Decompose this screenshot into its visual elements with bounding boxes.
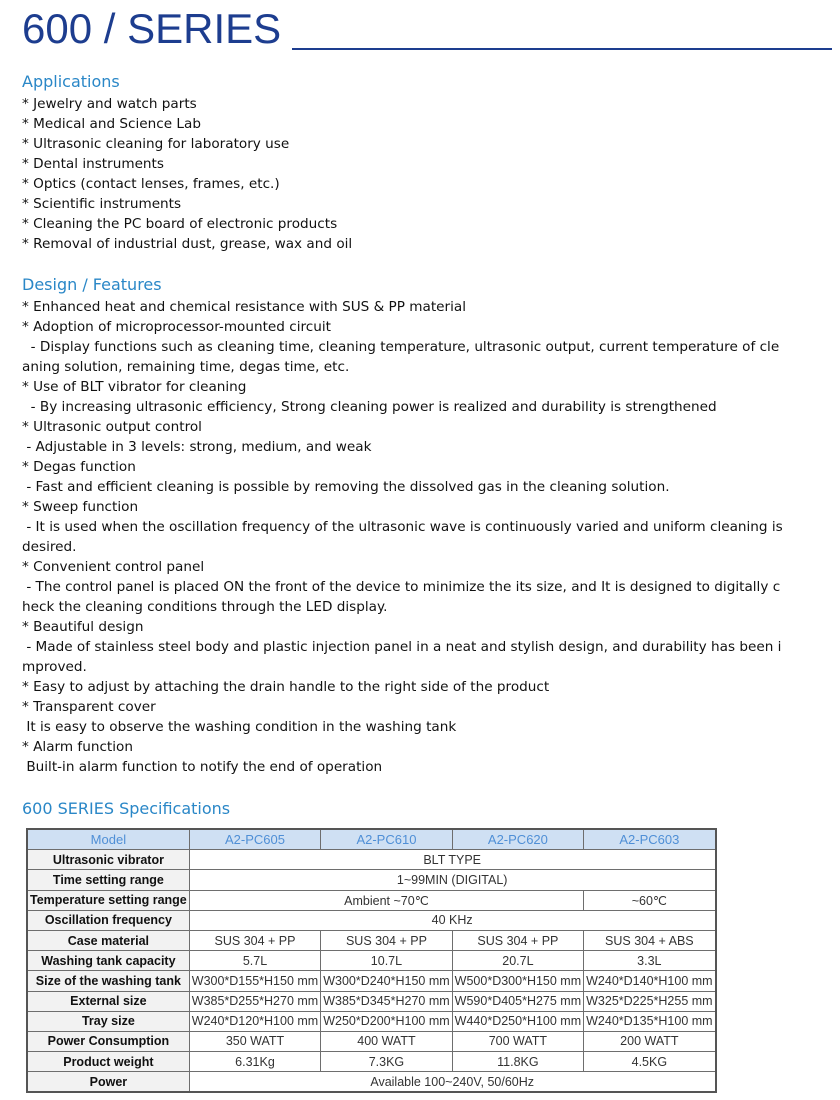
list-item: - Fast and efficient cleaning is possible by removing the dissolved gas in the cleaning solution. <box>22 479 670 495</box>
list-item: * Degas function <box>22 459 136 475</box>
table-cell: W300*D155*H150 mm <box>189 971 320 991</box>
table-cell: W440*D250*H100 mm <box>452 1011 583 1031</box>
list-item: * Use of BLT vibrator for cleaning <box>22 379 247 395</box>
applications-list <box>22 94 822 254</box>
list-item: * Convenient control panel <box>22 559 205 575</box>
table-row <box>27 870 716 890</box>
table-row <box>27 850 716 870</box>
list-item: * Easy to adjust by attaching the drain handle to the right side of the product <box>22 679 550 695</box>
row-label: Case material <box>27 930 189 950</box>
list-item: heck the cleaning conditions through the LED display. <box>22 599 388 615</box>
title-underline <box>292 48 832 50</box>
row-label: Temperature setting range <box>27 890 189 910</box>
list-item: * Beautiful design <box>22 619 144 635</box>
row-label: Power <box>27 1072 189 1093</box>
list-item: - The control panel is placed ON the front of the device to minimize the its size, and It is designed to digitally c <box>22 579 781 595</box>
specifications-table <box>26 828 717 1093</box>
table-cell: SUS 304 + PP <box>321 930 452 950</box>
list-item: - By increasing ultrasonic efficiency, Strong cleaning power is realized and durability is strengthened <box>22 399 717 415</box>
table-cell: 5.7L <box>189 951 320 971</box>
table-header-row <box>27 829 716 850</box>
list-item: - Made of stainless steel body and plastic injection panel in a neat and stylish design, and durability has been i <box>22 639 782 655</box>
table-row <box>27 971 716 991</box>
list-item: aning solution, remaining time, degas time, etc. <box>22 359 350 375</box>
table-cell: W385*D255*H270 mm <box>189 991 320 1011</box>
table-cell: W240*D120*H100 mm <box>189 1011 320 1031</box>
table-cell: W300*D240*H150 mm <box>321 971 452 991</box>
list-item: * Adoption of microprocessor-mounted circuit <box>22 319 331 335</box>
table-cell: 700 WATT <box>452 1031 583 1051</box>
features-heading: Design / Features <box>22 275 162 294</box>
table-row <box>27 1052 716 1072</box>
table-row <box>27 1031 716 1051</box>
table-cell: W250*D200*H100 mm <box>321 1011 452 1031</box>
row-label: Tray size <box>27 1011 189 1031</box>
column-header-a2-pc605: A2-PC605 <box>189 829 320 850</box>
table-row <box>27 951 716 971</box>
table-cell: ~60℃ <box>584 890 716 910</box>
table-cell: W590*D405*H275 mm <box>452 991 583 1011</box>
list-item: - Display functions such as cleaning time, cleaning temperature, ultrasonic output, current temperature of cle <box>22 339 780 355</box>
table-cell: W385*D345*H270 mm <box>321 991 452 1011</box>
list-item: * Optics (contact lenses, frames, etc.) <box>22 176 280 192</box>
table-cell: BLT TYPE <box>189 850 715 870</box>
page-title: 600 / SERIES <box>22 5 282 52</box>
table-cell: W240*D135*H100 mm <box>584 1011 716 1031</box>
table-row <box>27 890 716 910</box>
table-cell: W500*D300*H150 mm <box>452 971 583 991</box>
list-item: * Cleaning the PC board of electronic products <box>22 216 338 232</box>
list-item: * Dental instruments <box>22 156 164 172</box>
list-item: - Adjustable in 3 levels: strong, medium, and weak <box>22 439 372 455</box>
column-header-a2-pc620: A2-PC620 <box>452 829 583 850</box>
table-cell: 20.7L <box>452 951 583 971</box>
list-item: * Ultrasonic cleaning for laboratory use <box>22 136 290 152</box>
table-cell: 11.8KG <box>452 1052 583 1072</box>
table-cell: 4.5KG <box>584 1052 716 1072</box>
title-row <box>22 6 832 52</box>
table-row <box>27 1011 716 1031</box>
column-header-a2-pc610: A2-PC610 <box>321 829 452 850</box>
table-cell: SUS 304 + ABS <box>584 930 716 950</box>
list-item: desired. <box>22 539 77 555</box>
list-item: * Transparent cover <box>22 699 156 715</box>
list-item: * Sweep function <box>22 499 139 515</box>
table-cell: SUS 304 + PP <box>452 930 583 950</box>
table-cell: 1~99MIN (DIGITAL) <box>189 870 715 890</box>
table-cell: SUS 304 + PP <box>189 930 320 950</box>
list-item: It is easy to observe the washing condition in the washing tank <box>22 719 457 735</box>
row-label: Time setting range <box>27 870 189 890</box>
row-label: Washing tank capacity <box>27 951 189 971</box>
table-row <box>27 1072 716 1093</box>
list-item: - It is used when the oscillation frequency of the ultrasonic wave is continuously varied and uniform cleaning is <box>22 519 783 535</box>
table-cell: 40 KHz <box>189 910 715 930</box>
list-item: * Alarm function <box>22 739 133 755</box>
row-label: Product weight <box>27 1052 189 1072</box>
table-cell: W325*D225*H255 mm <box>584 991 716 1011</box>
row-label: Size of the washing tank <box>27 971 189 991</box>
list-item: * Jewelry and watch parts <box>22 96 197 112</box>
table-cell: 3.3L <box>584 951 716 971</box>
table-cell: Ambient ~70℃ <box>189 890 583 910</box>
table-row <box>27 930 716 950</box>
column-header-model: Model <box>27 829 189 850</box>
list-item: Built-in alarm function to notify the end of operation <box>22 759 383 775</box>
list-item: * Enhanced heat and chemical resistance with SUS & PP material <box>22 299 466 315</box>
table-cell: 6.31Kg <box>189 1052 320 1072</box>
table-cell: Available 100~240V, 50/60Hz <box>189 1072 715 1093</box>
specifications-heading: 600 SERIES Specifications <box>22 799 231 818</box>
list-item: * Scientific instruments <box>22 196 182 212</box>
features-list <box>22 297 822 777</box>
row-label: Power Consumption <box>27 1031 189 1051</box>
table-row <box>27 991 716 1011</box>
table-cell: W240*D140*H100 mm <box>584 971 716 991</box>
list-item: * Ultrasonic output control <box>22 419 202 435</box>
list-item: mproved. <box>22 659 87 675</box>
list-item: * Medical and Science Lab <box>22 116 201 132</box>
table-cell: 10.7L <box>321 951 452 971</box>
row-label: Oscillation frequency <box>27 910 189 930</box>
table-row <box>27 910 716 930</box>
column-header-a2-pc603: A2-PC603 <box>584 829 716 850</box>
row-label: Ultrasonic vibrator <box>27 850 189 870</box>
list-item: * Removal of industrial dust, grease, wax and oil <box>22 236 353 252</box>
table-cell: 400 WATT <box>321 1031 452 1051</box>
table-cell: 200 WATT <box>584 1031 716 1051</box>
table-cell: 350 WATT <box>189 1031 320 1051</box>
applications-heading: Applications <box>22 72 120 91</box>
table-cell: 7.3KG <box>321 1052 452 1072</box>
row-label: External size <box>27 991 189 1011</box>
